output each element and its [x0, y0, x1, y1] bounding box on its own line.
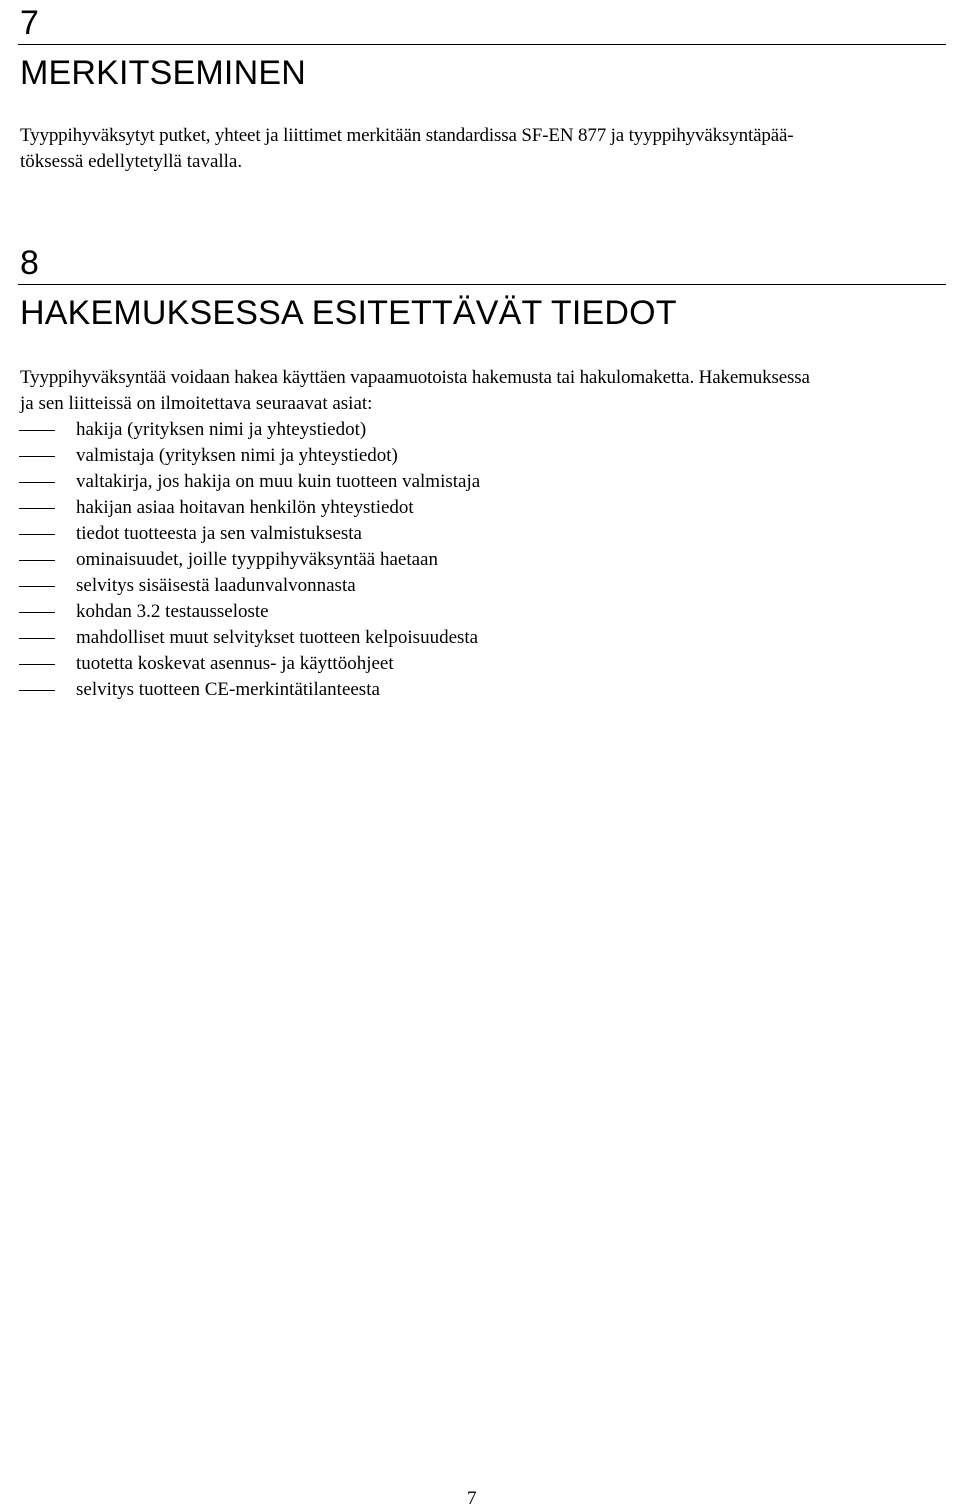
list-item: [18, 677, 946, 703]
dash-bullet: [19, 690, 55, 691]
dash-bullet: [19, 534, 55, 535]
list-item-text: valtakirja, jos hakija on muu kuin tuotteen valmistaja: [76, 471, 481, 492]
dash-bullet: [19, 560, 55, 561]
section-7-title: MERKITSEMINEN: [20, 54, 306, 92]
section-7-paragraph-line-2: töksessä edellytetyllä tavalla.: [20, 151, 243, 172]
section-7: [18, 4, 946, 175]
requirements-list: [18, 417, 946, 703]
list-item: [18, 573, 946, 599]
dash-bullet: [19, 456, 55, 457]
dash-bullet: [19, 482, 55, 483]
list-item-text: hakijan asiaa hoitavan henkilön yhteystiedot: [76, 497, 414, 518]
list-item: [18, 495, 946, 521]
dash-bullet: [19, 638, 55, 639]
dash-bullet: [19, 508, 55, 509]
list-item: [18, 599, 946, 625]
dash-bullet: [19, 586, 55, 587]
list-item-text: tiedot tuotteesta ja sen valmistuksesta: [76, 523, 362, 544]
list-item: [18, 443, 946, 469]
list-item-text: kohdan 3.2 testausseloste: [76, 601, 269, 622]
list-item-text: valmistaja (yrityksen nimi ja yhteystiedot): [76, 445, 398, 466]
section-8-intro-line-1: Tyyppihyväksyntää voidaan hakea käyttäen vapaamuotoista hakemusta tai hakulomaketta. Hakemuksessa: [20, 367, 810, 388]
list-item: [18, 547, 946, 573]
list-item: [18, 625, 946, 651]
list-item: [18, 469, 946, 495]
dash-bullet: [19, 664, 55, 665]
section-8: [18, 244, 946, 703]
section-7-paragraph-line-1: Tyyppihyväksytyt putket, yhteet ja liittimet merkitään standardissa SF-EN 877 ja tyyppihyväksyntäpää-: [20, 125, 794, 146]
list-item: [18, 651, 946, 677]
list-item: [18, 521, 946, 547]
page-number: 7: [467, 1488, 477, 1509]
section-8-intro-line-2: ja sen liitteissä on ilmoitettava seuraavat asiat:: [20, 393, 373, 414]
section-7-number: 7: [18, 4, 946, 45]
dash-bullet: [19, 430, 55, 431]
list-item-text: selvitys sisäisestä laadunvalvonnasta: [76, 575, 356, 596]
list-item-text: tuotetta koskevat asennus- ja käyttöohjeet: [76, 653, 394, 674]
list-item-text: selvitys tuotteen CE-merkintätilanteesta: [76, 679, 380, 700]
section-8-number: 8: [18, 244, 946, 285]
list-item-text: ominaisuudet, joille tyyppihyväksyntää haetaan: [76, 549, 438, 570]
dash-bullet: [19, 612, 55, 613]
list-item-text: hakija (yrityksen nimi ja yhteystiedot): [76, 419, 367, 440]
list-item-text: mahdolliset muut selvitykset tuotteen kelpoisuudesta: [76, 627, 479, 648]
section-8-title: HAKEMUKSESSA ESITETTÄVÄT TIEDOT: [20, 294, 677, 332]
list-item: [18, 417, 946, 443]
